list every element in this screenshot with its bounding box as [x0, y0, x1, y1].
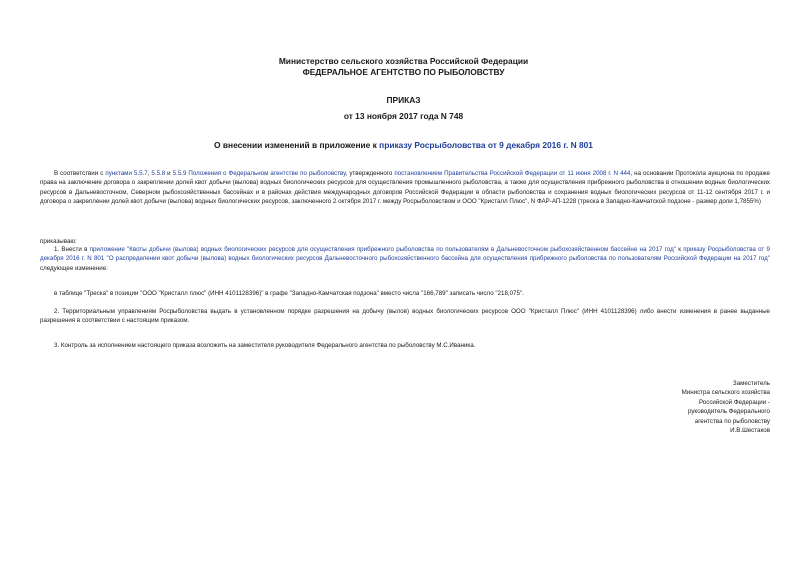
p1-text-1: В соответствии с [54, 170, 106, 177]
p1-text-3: и [165, 170, 173, 177]
paragraph-preamble [40, 169, 770, 207]
ministry-heading: Министерство сельского хозяйства Российской Федерации [278, 56, 529, 66]
paragraph-order: приказываю: [40, 238, 77, 245]
title-prefix: О внесении изменений в приложение к [214, 140, 380, 150]
doc-type-heading: ПРИКАЗ [386, 95, 421, 105]
paragraph-item-2: 2. Территориальным управлениям Росрыболовства выдать в установленном порядке разрешения на добычу (вылов) водных биологических ресурсов ООО "Кристалл Плюс" (ИНН 4101128396) либо внести изменения в ранее выданные разрешения в соответствии с настоящим приказом. [40, 308, 770, 325]
paragraph-item-1 [40, 245, 770, 273]
p3-text-1: 1. Внести в [54, 246, 90, 253]
signature-line-1: Заместитель [732, 380, 770, 387]
document-title [0, 140, 807, 151]
signature-line-5: агентства по рыболовству [694, 417, 770, 425]
title-link[interactable]: приказу Росрыболовства от 9 декабря 2016 г. N 801 [379, 140, 593, 150]
p1-link-559-regulation[interactable]: 5.5.9 Положения о Федеральном агентстве по рыболовству [172, 170, 346, 177]
p1-text-4: , утвержденного [345, 170, 395, 177]
p1-link-557[interactable]: пунктами 5.5.7 [105, 170, 148, 177]
signature-line-4: руководитель Федерального [687, 408, 770, 416]
paragraph-table-change: в таблице "Треска" в позиции "ООО "Кристалл плюс" (ИНН 4101128396)" в графе "Западно-Камчатская подзона" вместо числа "166,789" записать число "218,075". [54, 290, 524, 297]
signature-name: И.В.Шестаков [730, 427, 770, 435]
p3-text-3: следующее изменение: [40, 264, 108, 272]
signature-block [560, 379, 770, 435]
p1-text-5: , на основании Протокола аукциона по продаже права на заключение договора о закреплении долей квот добычи (вылова) водных биологических ресурсов для осуществления промышленного рыболовства, а также для осуществления прибрежного рыболовства в отношении водных биологических ресурсов в Дальневосточном, Северном рыбохозяйственных бассейнах и в районах действия международных договоров Российской Федерации в области рыболовства и сохранения водных биологических ресурсов от 11-12 сентября 2017 г. и договора о закреплении долей квот добычи (вылова) водных биологических ресурсов, заключенного 2 октября 2017 г. между Росрыболовством и ООО "Кристалл Плюс", N ФАР-АП-1228 (треска в Западно-Камчатской подзоне - размер доли 1,7855%) [40, 170, 770, 206]
p1-link-resolution[interactable]: постановлением Правительства Российской Федерации от 11 июня 2008 г. N 444 [394, 170, 631, 177]
p3-link-order-801[interactable]: приказу Росрыболовства от 9 декабря 2016 г. N 801 "О распределении квот добычи (вылова) водных биологических ресурсов Дальневосточного рыбохозяйственного бассейна для осуществления прибрежного рыболовства по пользователям Российской Федерации на 2017 год" [40, 246, 770, 263]
paragraph-item-3: 3. Контроль за исполнением настоящего приказа возложить на заместителя руководителя Федерального агентства по рыболовству М.С.Иваника. [54, 342, 476, 349]
p1-link-558[interactable]: 5.5.8 [151, 170, 166, 177]
p3-link-appendix[interactable]: приложение "Квоты добычи (вылова) водных биологических ресурсов для осуществления прибрежного рыболовства по пользователям в Дальневосточном рыбохозяйственном бассейне на 2017 год" [89, 246, 676, 253]
signature-line-2: Министра сельского хозяйства [681, 389, 770, 397]
date-number-heading: от 13 ноября 2017 года N 748 [343, 111, 464, 121]
agency-heading: ФЕДЕРАЛЬНОЕ АГЕНТСТВО ПО РЫБОЛОВСТВУ [302, 67, 505, 77]
p3-text-2: к [675, 246, 684, 253]
signature-line-3: Российской Федерации - [698, 398, 770, 406]
p1-text-2: , [147, 170, 152, 177]
